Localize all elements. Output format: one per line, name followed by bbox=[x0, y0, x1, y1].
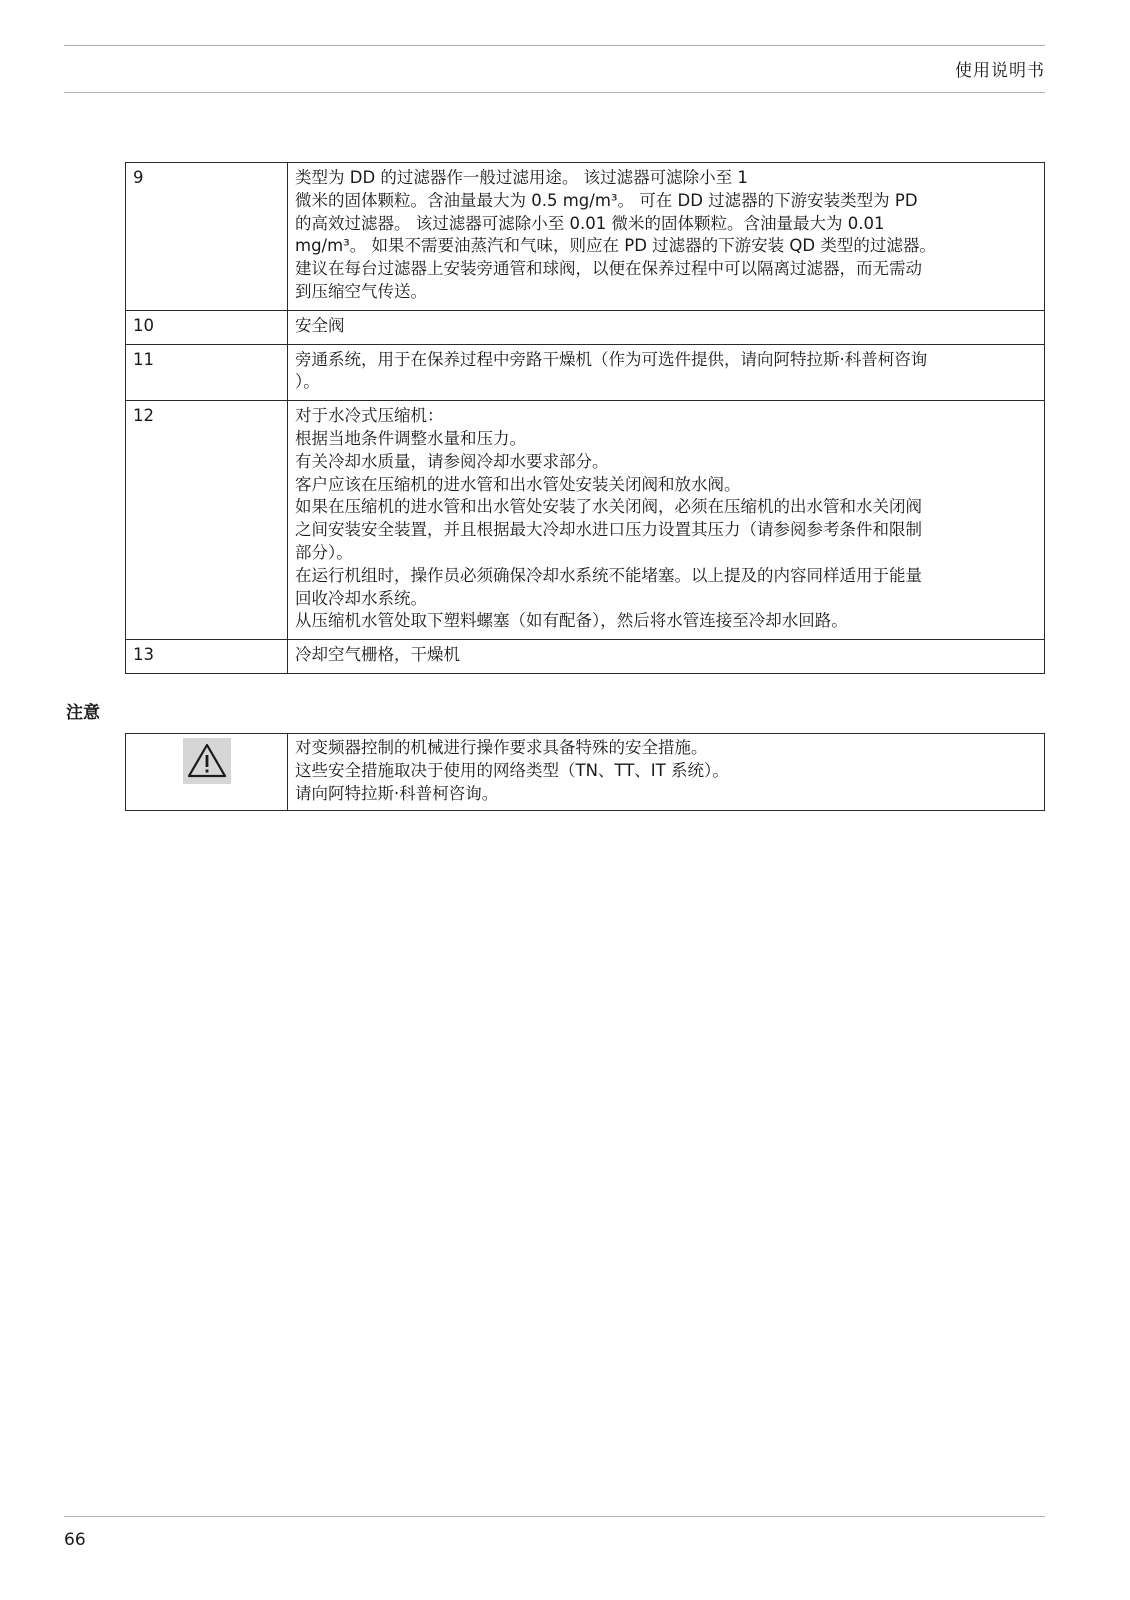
note-line: 这些安全措施取决于使用的网络类型（TN、TT、IT 系统）。 bbox=[295, 760, 729, 780]
item-description bbox=[288, 401, 1045, 640]
header-bottom-rule bbox=[64, 92, 1045, 93]
description-line: 之间安装安全装置，并且根据最大冷却水进口压力设置其压力（请参阅参考条件和限制 bbox=[295, 520, 922, 540]
item-number: 10 bbox=[126, 310, 288, 344]
note-line: 对变频器控制的机械进行操作要求具备特殊的安全措施。 bbox=[295, 738, 708, 757]
table-row bbox=[126, 640, 1045, 674]
table-row bbox=[126, 163, 1045, 311]
header-top-rule bbox=[64, 45, 1045, 46]
footer-rule bbox=[64, 1516, 1045, 1517]
description-line: ）。 bbox=[295, 372, 320, 392]
description-line: 的高效过滤器。 该过滤器可滤除小至 0.01 微米的固体颗粒。含油量最大为 0.01 bbox=[295, 213, 885, 233]
table-row bbox=[126, 734, 1045, 811]
description-line: mg/m³。 如果不需要油蒸汽和气味，则应在 PD 过滤器的下游安装 QD 类型的过滤器。 bbox=[295, 236, 936, 256]
item-description bbox=[288, 344, 1045, 401]
note-icon-cell bbox=[126, 734, 288, 811]
warning-triangle-icon bbox=[183, 738, 231, 784]
note-line: 请向阿特拉斯·科普柯咨询。 bbox=[295, 783, 499, 803]
item-number: 9 bbox=[126, 163, 288, 311]
description-line: 冷却空气栅格，干燥机 bbox=[295, 645, 460, 665]
item-description bbox=[288, 640, 1045, 674]
description-line: 有关冷却水质量，请参阅冷却水要求部分。 bbox=[295, 451, 609, 471]
description-line: 如果在压缩机的进水管和出水管处安装了水关闭阀，必须在压缩机的出水管和水关闭阀 bbox=[295, 497, 922, 517]
description-line: 对于水冷式压缩机： bbox=[295, 406, 444, 426]
note-text bbox=[288, 734, 1045, 811]
description-line: 安全阀 bbox=[295, 315, 345, 335]
note-heading: 注意 bbox=[66, 703, 100, 723]
description-line: 到压缩空气传送。 bbox=[295, 281, 427, 301]
description-line: 部分）。 bbox=[295, 542, 353, 562]
description-line: 微米的固体颗粒。含油量最大为 0.5 mg/m³。 可在 DD 过滤器的下游安装类型为 PD bbox=[295, 190, 918, 210]
description-line: 建议在每台过滤器上安装旁通管和球阀，以便在保养过程中可以隔离过滤器，而无需动 bbox=[295, 259, 922, 279]
page-number: 66 bbox=[64, 1530, 86, 1550]
document-title: 使用说明书 bbox=[955, 61, 1045, 81]
note-table bbox=[125, 733, 1045, 811]
item-description bbox=[288, 163, 1045, 311]
description-line: 旁通系统，用于在保养过程中旁路干燥机（作为可选件提供，请向阿特拉斯·科普柯咨询 bbox=[295, 349, 928, 369]
table-row bbox=[126, 401, 1045, 640]
table-row bbox=[126, 344, 1045, 401]
description-line: 类型为 DD 的过滤器作一般过滤用途。 该过滤器可滤除小至 1 bbox=[295, 168, 748, 187]
description-line: 根据当地条件调整水量和压力。 bbox=[295, 428, 526, 448]
description-line: 在运行机组时，操作员必须确保冷却水系统不能堵塞。以上提及的内容同样适用于能量 bbox=[295, 565, 922, 585]
description-line: 从压缩机水管处取下塑料螺塞（如有配备），然后将水管连接至冷却水回路。 bbox=[295, 611, 848, 631]
item-number: 11 bbox=[126, 344, 288, 401]
description-line: 回收冷却水系统。 bbox=[295, 588, 427, 608]
item-number: 12 bbox=[126, 401, 288, 640]
component-table bbox=[125, 162, 1045, 674]
description-line: 客户应该在压缩机的进水管和出水管处安装关闭阀和放水阀。 bbox=[295, 474, 741, 494]
item-description bbox=[288, 310, 1045, 344]
table-row bbox=[126, 310, 1045, 344]
item-number: 13 bbox=[126, 640, 288, 674]
